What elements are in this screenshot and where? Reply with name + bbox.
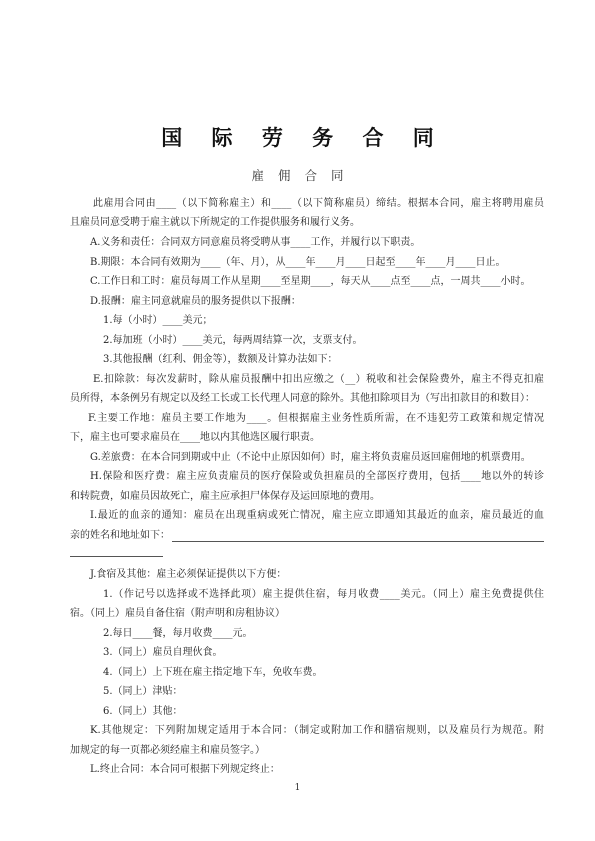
clause-h-line-2: 和转院费，如雇员因故死亡，雇主应承担尸体保存及运回原地的费用。	[70, 491, 380, 502]
clause-l: L.终止合同：本合同可根据下列规定终止：	[90, 764, 280, 775]
clause-j-item-1-line-1: 1.（作记号以选择或不选择此项）雇主提供住宿，每月收费____美元。（同上）雇主免费提供住	[103, 589, 544, 600]
clause-i-line-2: 亲的姓名和地址如下：	[70, 530, 170, 541]
clause-j-item-3: 3.（同上）雇员自理伙食。	[103, 647, 223, 658]
page-number: 1	[294, 783, 301, 793]
clause-d-item-1: 1.每（小时）____美元；	[103, 315, 213, 326]
clause-e-line-1: E.扣除款：每次发薪时，除从雇员报酬中扣出应缴之（__）税收和社会保险费外，雇主不得克扣雇	[93, 374, 544, 385]
clause-d-item-3: 3.其他报酬（红利、佣金等），数额及计算办法如下：	[103, 354, 338, 365]
contract-subtitle: 雇 佣 合 同	[251, 168, 349, 183]
clause-j-item-5: 5.（同上）津贴：	[103, 686, 183, 697]
next-of-kin-fill-line-1	[172, 541, 544, 542]
clause-h-line-1: H.保险和医疗费：雇主应负责雇员的医疗保险或负担雇员的全部医疗费用，包括____地以外的转诊	[90, 471, 544, 482]
clause-a: A.义务和责任：合同双方同意雇员将受聘从事____工作，并履行以下职责。	[90, 237, 421, 248]
clause-d-item-2: 2.每加班（小时）____美元，每两周结算一次，支票支付。	[103, 335, 363, 346]
intro-line-2: 且雇员同意受聘于雇主就以下所规定的工作提供服务和履行义务。	[70, 217, 360, 228]
clause-j: J.食宿及其他：雇主必须保证提供以下方便：	[90, 569, 287, 580]
clause-j-item-2: 2.每日____餐，每月收费____元。	[103, 628, 253, 639]
clause-k-line-1: K.其他规定：下列附加规定适用于本合同：（制定或附加工作和膳宿规则，以及雇员行为规范。附	[90, 725, 544, 736]
clause-f-line-1: F.主要工作地：雇员主要工作地为____。但根据雇主业务性质所需，在不违犯劳工政策和规定情况	[88, 413, 544, 424]
contract-title: 国 际 劳 务 合 同	[161, 125, 445, 150]
clause-j-item-6: 6.（同上）其他：	[103, 706, 183, 717]
clause-f-line-2: 下，雇主也可要求雇员在____地以内其他选区履行职责。	[70, 432, 320, 443]
clause-j-item-1-line-2: 宿。（同上）雇员自备住宿（附声明和房租协议）	[70, 608, 285, 619]
clause-j-item-4: 4.（同上）上下班在雇主指定地下车，免收车费。	[103, 667, 323, 678]
next-of-kin-fill-line-2	[70, 556, 163, 557]
clause-c: C.工作日和工时：雇员每周工作从星期____至星期____，每天从____点至____点，一周共____小时。	[90, 276, 531, 287]
clause-e-line-2: 员所得，本条例另有规定以及经工长或工长代理人同意的除外。其他扣除项目为（写出扣款目的和数目）：	[70, 393, 535, 404]
clause-g: G.差旅费：在本合同到期或中止（不论中止原因如何）时，雇主将负责雇员返回雇佣地的机票费用。	[90, 452, 531, 463]
clause-i-line-1: I.最近的血亲的通知：雇员在出现重病或死亡情况，雇主应立即通知其最近的血亲，雇员最近的血	[90, 510, 544, 521]
clause-b: B.期限：本合同有效期为____（年、月），从____年____月____日起至____年____月____日止。	[90, 257, 506, 268]
clause-d: D.报酬：雇主同意就雇员的服务提供以下报酬：	[90, 296, 301, 307]
clause-k-line-2: 加规定的每一页都必须经雇主和雇员签字。）	[70, 745, 265, 756]
intro-line-1: 此雇用合同由____（以下简称雇主）和____（以下简称雇员）缔结。根据本合同，雇主将聘用雇员	[93, 198, 544, 209]
